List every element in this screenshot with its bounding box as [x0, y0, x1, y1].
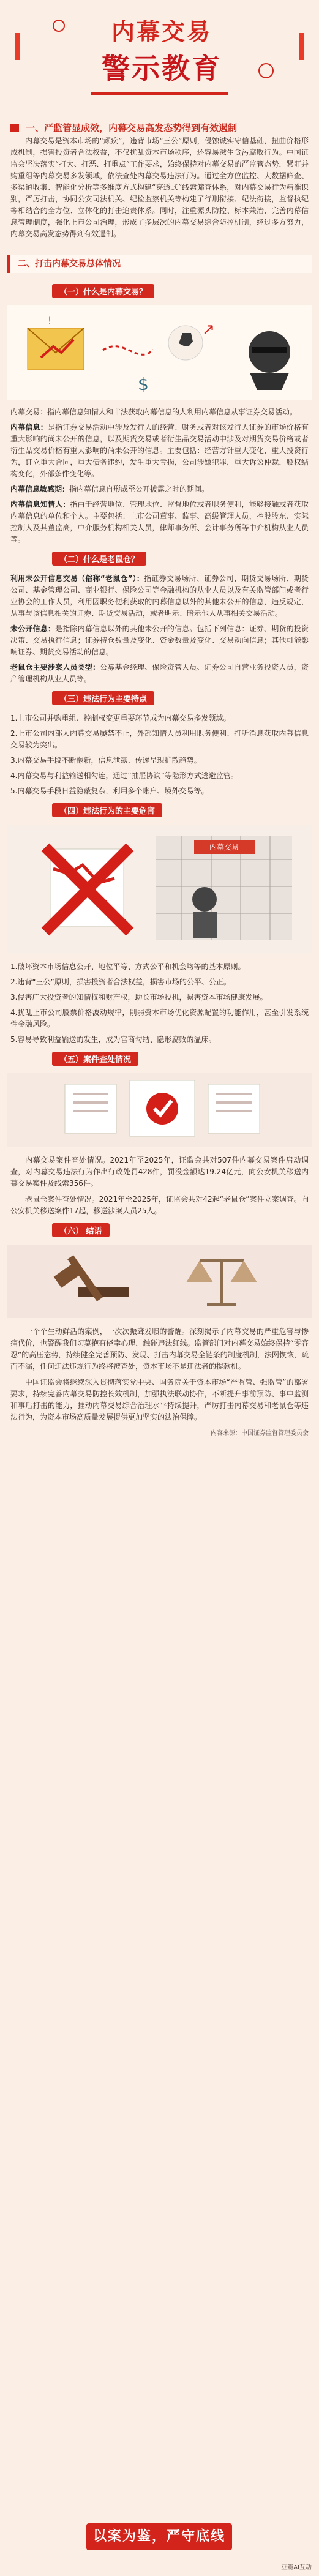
svg-text:↗: ↗ — [202, 320, 215, 338]
harm-item: 1.破坏资本市场信息公开、地位平等、方式公平和机会均等的基本原则。 — [10, 962, 246, 971]
question-tag: （六） 结语 — [52, 1223, 110, 1237]
question-tag: （四）违法行为的主要危害 — [52, 803, 162, 817]
page-title-line-2: 警示教育 — [102, 52, 222, 85]
page-title-line-1: 内幕交易 — [111, 18, 212, 45]
question-three-heading — [10, 691, 309, 707]
conclusion-illustration-svg — [7, 1245, 312, 1318]
title-underline — [91, 92, 228, 95]
case-paragraph: 内幕交易案件查处情况。2021年至2025年，证监会共对507件内幕交易案件启动调查，对内幕交易违法行为作出行政处罚428件，罚没金额达19.24亿元，向公安机关移送内幕交易案件及线索356件。 — [10, 1156, 309, 1188]
case-paragraph: 老鼠仓案件查处情况。2021年至2025年，证监会共对42起“老鼠仓”案件立案调查。向公安机关移送案件17起，移送涉案人员25人。 — [10, 1195, 309, 1215]
decorative-circle — [258, 63, 274, 78]
question-six-heading — [10, 1223, 309, 1239]
question-tag: （一）什么是内幕交易？ — [52, 284, 154, 298]
section-title: 二、打击内幕交易总体情况 — [18, 258, 121, 269]
undisclosed-info-definition: 未公开信息：是指除内幕信息以外的其他未公开的信息。包括下列信息：证券、期货的投资决策、交易执行信息；证券持仓数量及变化、资金数量及变化、交易动向信息；其他可能影响证券、期货交易活动的信息。 — [10, 624, 309, 656]
illustration-label: 内幕交易 — [209, 843, 239, 852]
section-title: 一、严监管显成效，内幕交易高发态势得到有效遏制 — [26, 122, 238, 133]
svg-text:!: ! — [48, 315, 52, 326]
poster-header — [0, 0, 319, 116]
section-two-heading — [7, 255, 312, 273]
decorative-circle — [53, 20, 65, 32]
decorative-bar-left — [15, 33, 20, 60]
feature-item: 1.上市公司并购重组、控制权变更重要环节成为内幕交易多发领域。 — [10, 714, 231, 722]
question-one-heading — [10, 284, 309, 300]
feature-item: 5.内幕交易手段日益隐蔽复杂，利用多个账户、境外交易等。 — [10, 787, 209, 795]
definition-insiders: 内幕信息知情人：指由于经营地位、管理地位、监督地位或者职务便利，能够接触或者获取内幕信息的单位和个人。主要包括：上市公司董事、监事、高级管理人员，控股股东、实际控制人及其董监高，中介服务机构相关人员，律师事务所、会计事务所等中介机构从业人员等。 — [10, 500, 309, 544]
illustration-svg — [7, 305, 312, 400]
definition-insider-trading: 内幕交易：指内幕信息知情人和非法获取内幕信息的人利用内幕信息从事证券交易活动。 — [10, 408, 298, 416]
conclusion-illustration — [7, 1245, 312, 1318]
feature-item: 3.内幕交易手段不断翻新，信息泄露、传递呈现扩散趋势。 — [10, 756, 201, 765]
footer-banner: 以案为鉴，严守底线 — [86, 2523, 232, 2550]
footer — [0, 2514, 319, 2576]
harm-item: 4.扰乱上市公司股票价格波动规律，削弱资本市场优化资源配置的功能作用，甚至引发系统性金融风险。 — [10, 1008, 309, 1028]
definition-insider-info: 内幕信息：是指证券交易活动中涉及发行人的经营、财务或者对该发行人证券的市场价格有重大影响的尚未公开的信息，以及期货交易或者衍生品交易活动中涉及对期货交易价格或者衍生品交易价格有重大影响的尚未公开的信息。主要包括：经营方针重大变化，重大投资行为，订立重大合同，重大债务违约，发生重大亏损，公司涉嫌犯罪，重大诉讼仲裁，股权结构变化，外部条件变化等。 — [10, 423, 309, 478]
harm-illustration — [7, 825, 312, 953]
harm-item: 3.侵害广大投资者的知情权和财产权，助长市场投机，损害资本市场健康发展。 — [10, 993, 268, 1002]
definition-sensitive-period: 内幕信息敏感期：指内幕信息自形成至公开披露之时的期间。 — [10, 485, 209, 493]
conclusion-paragraph: 中国证监会将继续深入贯彻落实党中央、国务院关于资本市场“严监管、强监管”的部署要求，持续完善内幕交易防控长效机制，加强执法联动协作，不断提升事前预防、事中监测和事后打击的能力，推动内幕交易综合治理水平持续提升，严厉打击内幕交易和老鼠仓等违法行为，为资本市场高质量发展提供更加坚实的法治保障。 — [10, 1378, 309, 1421]
intro-paragraph: 内幕交易是资本市场的“顽疾”，违背市场“三公”原则，侵蚀诚实守信基础，扭曲价格形成机制，损害投资者合法权益，不仅扰乱资本市场秩序，还容易滋生贪污腐败行为。中国证监会坚决落实“打大、打恶、打重点”工作要求，始终保持对内幕交易的严监管态势，紧盯并购重组等内幕交易多发领域，依法查处内幕交易违法行为。通过全方位监控、大数据筛查、多渠道收集、智能化分析等多维度方式构建“穿透式”线索筛查体系，对内幕交易行为精准识别，严厉打击，协同公安司法机关、纪检监察机关等构建了行刑衔接、纪法衔接，监督执纪等相结合的全方位、立体化的打击追责体系。同时，注重源头防控、标本兼治，完善内幕信息管理制度，强化上市公司治理，形成了多层次的内幕交易综合防控机制，经过多方努力，内幕交易高发态势得到有效遏制。 — [10, 137, 309, 238]
question-tag: （二）什么是老鼠仓？ — [52, 552, 146, 566]
question-five-heading — [10, 1052, 309, 1068]
feature-item: 4.内幕交易与利益输送相勾连，通过“抽屉协议”等隐形方式逃避监管。 — [10, 771, 238, 780]
svg-text:$: $ — [138, 374, 149, 394]
harm-illustration-svg — [7, 825, 312, 953]
question-two-heading — [10, 552, 309, 567]
harm-item: 5.容易导致利益输送的发生，成为官商勾结、隐形腐败的温床。 — [10, 1035, 216, 1044]
title-box — [69, 10, 255, 97]
harm-item: 2.违背“三公”原则，损害投资者合法权益，损害市场的公平、公正。 — [10, 978, 231, 986]
decorative-bar-right — [299, 33, 304, 60]
case-illustration — [7, 1073, 312, 1147]
mouse-warehouse-cases: 老鼠仓主要涉案人员类型：公募基金经理、保险资管人员、证券公司自营业务投资人员，资产管理机构从业人员等。 — [10, 663, 309, 683]
mouse-warehouse-definition: 利用未公开信息交易（俗称“老鼠仓”）：指证券交易场所、证券公司、期货交易场所、期货公司、基金管理公司、商业银行、保险公司等金融机构的从业人员以及有关监管部门或者行业协会的工作人员，利用因职务便利获取的内幕信息以外的其他未公开的信息，违反规定，从事与该信息相关的证券、期货交易活动，或者明示、暗示他人从事相关交易活动。 — [10, 574, 309, 618]
bullet-square-icon — [10, 124, 19, 132]
question-tag: （三）违法行为主要特点 — [52, 691, 154, 705]
case-illustration-svg — [7, 1073, 312, 1147]
footer-credit: 豆瓣AI互动 — [281, 2564, 312, 2571]
question-four-heading — [10, 803, 309, 819]
conclusion-paragraph: 一个个生动鲜活的案例，一次次振聋发聩的警醒。深刻揭示了内幕交易的严重危害与惨痛代价，也警醒我们切莫抱有侥幸心理，触碰违法红线。监管部门对内幕交易始终保持“零容忍”的高压态势，持续健全完善预防、发现、打击内幕交易全链条的制度机制，法网恢恢，疏而不漏，任何违法违规行为终将被查处，资本市场不是违法者的提款机。 — [10, 1327, 309, 1371]
source-note: 内容来源：中国证券监督管理委员会 — [211, 1430, 309, 1437]
section-one-heading — [0, 121, 319, 135]
insider-trading-illustration — [7, 305, 312, 400]
feature-item: 2.上市公司内部人内幕交易屡禁不止，外部知情人员利用职务便利、打听消息获取内幕信息交易较为突出。 — [10, 729, 309, 749]
question-tag: （五）案件查处情况 — [52, 1052, 138, 1066]
